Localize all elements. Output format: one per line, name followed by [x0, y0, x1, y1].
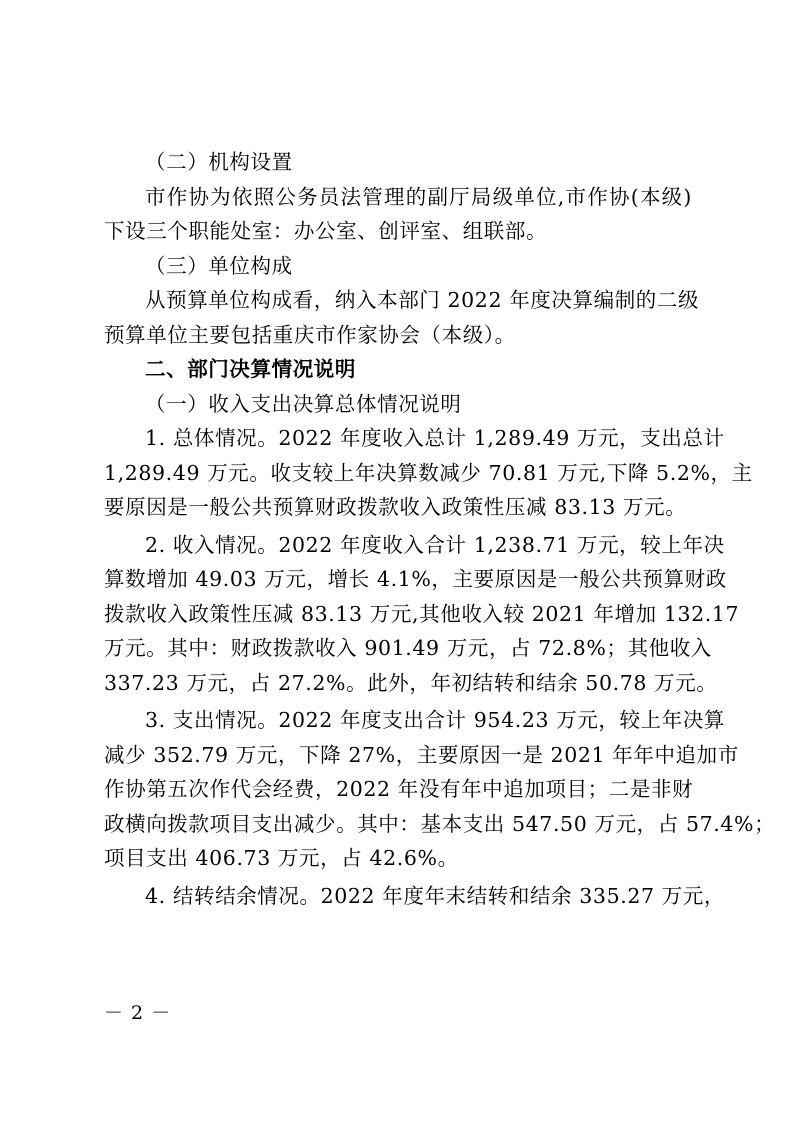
- text-line: 减少 352.79 万元，下降 27%，主要原因一是 2021 年年中追加市: [104, 742, 739, 767]
- paragraph-expense: [104, 703, 776, 876]
- text-line: 万元。其中：财政拨款收入 901.49 万元，占 72.8%；其他收入: [104, 636, 712, 660]
- paragraph-carryover: [104, 879, 726, 914]
- document-body: [104, 145, 776, 913]
- paragraph-income: [104, 528, 740, 701]
- text-line: 3. 支出情况。2022 年度支出合计 954.23 万元，较上年决算: [145, 708, 726, 732]
- text-line: 从预算单位构成看，纳入本部门 2022 年度决算编制的二级: [145, 288, 700, 312]
- page-number: － 2 －: [104, 1002, 172, 1024]
- text-line: 市作协为依照公务员法管理的副厅局级单位,市作协(本级): [145, 184, 692, 209]
- paragraph-unit-composition: [104, 283, 700, 352]
- text-line: 要原因是一般公共预算财政拨款收入政策性压减 83.13 万元。: [104, 495, 687, 519]
- text-line: 2. 收入情况。2022 年度收入合计 1,238.71 万元，较上年决: [145, 532, 725, 557]
- text-line: 项目支出 406.73 万元，占 42.6%。: [104, 846, 459, 870]
- text-line: 337.23 万元，占 27.2%。此外，年初结转和结余 50.78 万元。: [104, 670, 718, 695]
- text-line: 预算单位主要包括重庆市作家协会（本级）。: [104, 322, 516, 347]
- section-heading-final-accounts: 二、部门决算情况说明: [145, 357, 356, 381]
- text-line: 4. 结转结余情况。2022 年度年末结转和结余 335.27 万元，: [145, 883, 726, 908]
- section-heading-unit-composition: （三）单位构成: [145, 253, 293, 278]
- subsection-heading-income-expense: （一）收入支出决算总体情况说明: [145, 391, 462, 416]
- text-line: 作协第五次作代会经费，2022 年没有年中追加项目；二是非财: [104, 777, 694, 801]
- text-line: 算数增加 49.03 万元，增长 4.1%，主要原因是一般公共预算财政: [104, 567, 727, 591]
- paragraph-org-setup: [104, 180, 692, 249]
- text-line: 拨款收入政策性压减 83.13 万元,其他收入较 2021 年增加 132.17: [104, 601, 740, 626]
- text-line: 下设三个职能处室：办公室、创评室、组联部。: [104, 219, 548, 243]
- paragraph-overall: [104, 421, 753, 525]
- text-line: 1,289.49 万元。收支较上年决算数减少 70.81 万元,下降 5.2%，主: [104, 460, 753, 485]
- section-heading-org-setup: （二）机构设置: [145, 150, 293, 174]
- text-line: 政横向拨款项目支出减少。其中：基本支出 547.50 万元，占 57.4%；: [104, 811, 776, 836]
- text-line: 1. 总体情况。2022 年度收入总计 1,289.49 万元，支出总计: [145, 426, 725, 450]
